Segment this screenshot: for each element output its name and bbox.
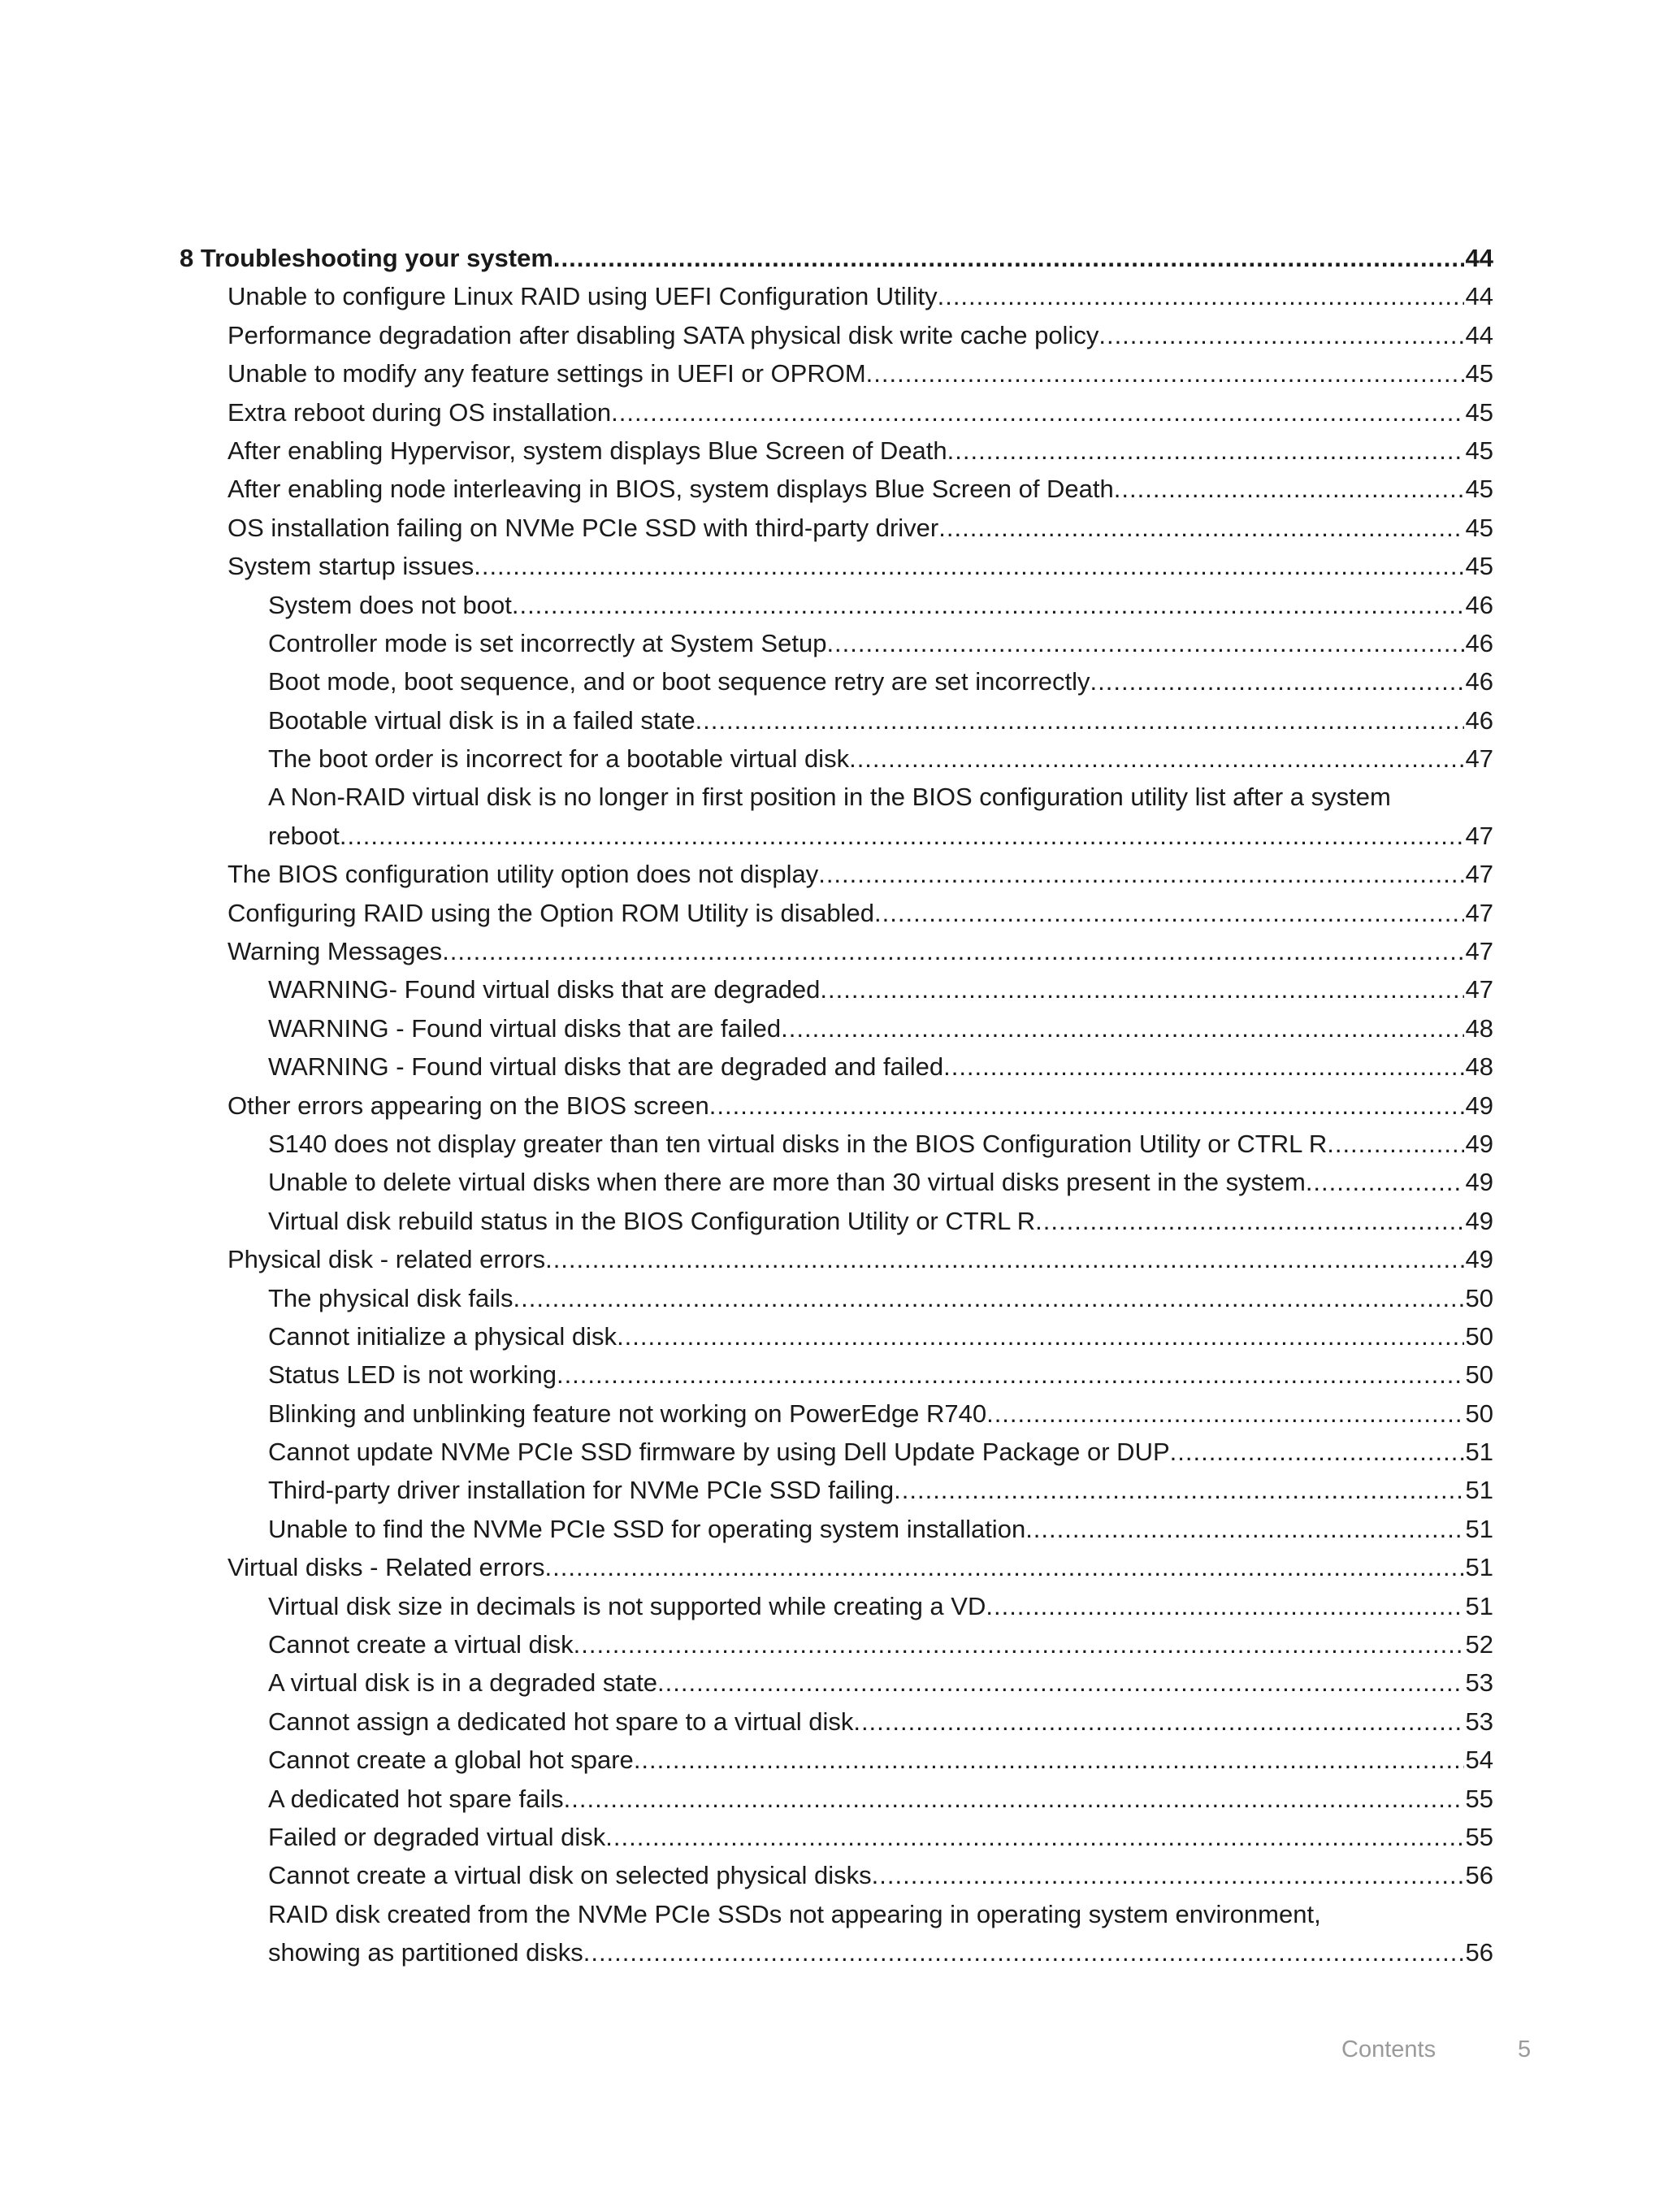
footer-page-number: 5	[1518, 2036, 1532, 2062]
dot-leader	[709, 1086, 1464, 1125]
toc-entry-page: 53	[1465, 1707, 1493, 1736]
dot-leader	[1327, 1125, 1463, 1163]
toc-entry-title: Third-party driver installation for NVMe PCIe SSD failing	[268, 1476, 895, 1505]
dot-leader	[781, 1009, 1463, 1047]
toc-subentry[interactable]	[180, 970, 1493, 1008]
toc-entry-page: 47	[1465, 898, 1493, 927]
toc-entry-title: The boot order is incorrect for a bootable virtual disk	[268, 744, 850, 774]
toc-entry-title: Cannot create a virtual disk on selected physical disks	[268, 1861, 872, 1890]
dot-leader	[849, 740, 1463, 778]
toc-subentry[interactable]	[180, 1394, 1493, 1433]
toc-entry-title: Unable to find the NVMe PCIe SSD for operating system installation	[268, 1514, 1026, 1543]
toc-entry-title: Cannot assign a dedicated hot spare to a virtual disk	[268, 1707, 854, 1736]
toc-subentry[interactable]	[180, 1856, 1493, 1894]
toc-entry-page: 44	[1465, 243, 1493, 272]
toc-subentry[interactable]	[180, 1510, 1493, 1548]
toc-entry-page: 45	[1465, 359, 1493, 388]
toc-entry-page: 44	[1465, 320, 1493, 349]
dot-leader	[894, 1471, 1463, 1509]
toc-subentry[interactable]	[180, 1125, 1493, 1163]
toc-entry-title: Boot mode, boot sequence, and or boot sequence retry are set incorrectly	[268, 667, 1090, 696]
toc-subentry[interactable]	[180, 1163, 1493, 1201]
dot-leader	[557, 1355, 1464, 1394]
dot-leader	[514, 1279, 1464, 1317]
toc-entry[interactable]	[180, 855, 1493, 893]
dot-leader	[947, 432, 1464, 470]
dot-leader	[938, 277, 1464, 315]
toc-subentry[interactable]	[180, 1780, 1493, 1818]
dot-leader	[853, 1702, 1463, 1741]
dot-leader	[545, 1548, 1464, 1586]
toc-entry-title: The BIOS configuration utility option does not display	[228, 860, 819, 889]
toc-entry-page: 50	[1465, 1360, 1493, 1390]
dot-leader	[605, 1818, 1463, 1856]
dot-leader	[1090, 662, 1464, 700]
toc-entry-page: 49	[1465, 1091, 1493, 1120]
toc-entry[interactable]	[180, 316, 1493, 354]
dot-leader	[1114, 470, 1464, 508]
toc-entry-page: 47	[1465, 975, 1493, 1004]
toc-entry-title: Extra reboot during OS installation	[228, 397, 612, 427]
toc-subentry[interactable]	[180, 624, 1493, 662]
toc-entry-page: 46	[1465, 705, 1493, 735]
toc-subentry[interactable]	[180, 1818, 1493, 1856]
toc-entry-title: WARNING - Found virtual disks that are failed	[268, 1013, 782, 1043]
toc-entry-page: 47	[1465, 744, 1493, 774]
toc-subentry[interactable]	[180, 1587, 1493, 1625]
toc-entry-title: Unable to configure Linux RAID using UEFI Configuration Utility	[228, 282, 938, 311]
toc-entry[interactable]	[180, 354, 1493, 393]
toc-subentry[interactable]	[180, 662, 1493, 700]
toc-entry[interactable]	[180, 1086, 1493, 1125]
toc-entry-page: 51	[1465, 1438, 1493, 1467]
toc-entry-title: Bootable virtual disk is in a failed state	[268, 705, 696, 735]
toc-entry[interactable]	[180, 509, 1493, 547]
dot-leader	[872, 1856, 1464, 1894]
toc-entry-page: 51	[1465, 1553, 1493, 1582]
toc-subentry[interactable]	[180, 740, 1493, 778]
toc-entry-page: 45	[1465, 513, 1493, 542]
toc-entry-title: Cannot create a global hot spare	[268, 1746, 634, 1775]
toc-entry-title: Cannot update NVMe PCIe SSD firmware by using Dell Update Package or DUP	[268, 1438, 1170, 1467]
dot-leader	[866, 354, 1464, 393]
toc-subentry-first-line[interactable]: A Non-RAID virtual disk is no longer in first position in the BIOS configuration utility list after a system	[268, 783, 1391, 812]
toc-entry-page: 55	[1465, 1784, 1493, 1813]
toc-subentry[interactable]	[180, 1472, 1493, 1510]
toc-entry-page: 52	[1465, 1630, 1493, 1659]
toc-entry-page: 50	[1465, 1399, 1493, 1428]
dot-leader	[986, 1587, 1463, 1625]
toc-subentry-first-line[interactable]: RAID disk created from the NVMe PCIe SSDs not appearing in operating system environment,	[268, 1899, 1321, 1928]
toc-entry[interactable]	[180, 932, 1493, 970]
dot-leader	[442, 932, 1463, 970]
toc-entry-title: Virtual disk rebuild status in the BIOS Configuration Utility or CTRL R	[268, 1206, 1036, 1235]
toc-entry[interactable]	[180, 470, 1493, 508]
dot-leader	[545, 1240, 1463, 1278]
dot-leader	[553, 239, 1464, 277]
toc-entry-title: Physical disk - related errors	[228, 1245, 546, 1274]
toc-entry[interactable]	[180, 547, 1493, 585]
page-footer	[0, 2036, 1664, 2069]
dot-leader	[617, 1317, 1463, 1355]
toc-entry-title: The physical disk fails	[268, 1283, 514, 1312]
dot-leader	[874, 894, 1464, 932]
toc-entry-title: A virtual disk is in a degraded state	[268, 1668, 658, 1698]
toc-entry-title: Cannot initialize a physical disk	[268, 1321, 618, 1351]
toc-entry-title: Blinking and unblinking feature not working on PowerEdge R740	[268, 1399, 987, 1428]
dot-leader	[820, 970, 1463, 1008]
toc-entry-page: 53	[1465, 1668, 1493, 1698]
dot-leader	[583, 1933, 1464, 1971]
toc-entry-title: Warning Messages	[228, 937, 443, 966]
dot-leader	[986, 1394, 1463, 1433]
toc-subentry[interactable]	[180, 1009, 1493, 1047]
toc-subentry[interactable]	[180, 1702, 1493, 1741]
toc-entry[interactable]	[180, 1240, 1493, 1278]
table-of-contents	[180, 239, 1493, 1972]
toc-entry-page: 49	[1465, 1206, 1493, 1235]
toc-subentry[interactable]	[180, 1355, 1493, 1394]
toc-entry-page: 46	[1465, 628, 1493, 657]
toc-entry-title: Performance degradation after disabling SATA physical disk write cache policy	[228, 320, 1099, 349]
toc-subentry[interactable]	[180, 1933, 1493, 1971]
toc-entry-title: Virtual disk size in decimals is not supported while creating a VD	[268, 1591, 986, 1620]
toc-subentry[interactable]	[180, 1202, 1493, 1240]
toc-entry[interactable]	[180, 894, 1493, 932]
toc-entry-title: Cannot create a virtual disk	[268, 1630, 574, 1659]
dot-leader	[611, 393, 1463, 432]
toc-entry-page: 47	[1465, 937, 1493, 966]
toc-entry-title: S140 does not display greater than ten virtual disks in the BIOS Configuration Utility or CTRL R	[268, 1129, 1328, 1158]
toc-entry-title: 8 Troubleshooting your system	[180, 243, 553, 272]
toc-entry-page: 49	[1465, 1245, 1493, 1274]
dot-leader	[1035, 1202, 1463, 1240]
toc-entry-page: 56	[1465, 1861, 1493, 1890]
footer-section-label: Contents	[1341, 2036, 1436, 2062]
toc-entry-page: 51	[1465, 1476, 1493, 1505]
toc-entry-page: 49	[1465, 1168, 1493, 1197]
toc-entry[interactable]	[180, 432, 1493, 470]
toc-entry-title: WARNING- Found virtual disks that are degraded	[268, 975, 821, 1004]
toc-subentry[interactable]	[180, 1279, 1493, 1317]
toc-entry-title: A dedicated hot spare fails	[268, 1784, 564, 1813]
toc-entry-title: Failed or degraded virtual disk	[268, 1823, 606, 1851]
toc-entry-title: Configuring RAID using the Option ROM Utility is disabled	[228, 898, 875, 927]
dot-leader	[574, 1625, 1464, 1663]
toc-entry-page: 55	[1465, 1823, 1493, 1851]
toc-entry-page: 56	[1465, 1938, 1493, 1967]
toc-entry-title: Controller mode is set incorrectly at System Setup	[268, 628, 827, 657]
toc-entry-title: WARNING - Found virtual disks that are degraded and failed	[268, 1052, 944, 1082]
toc-entry-page: 46	[1465, 590, 1493, 619]
toc-subentry[interactable]	[180, 1741, 1493, 1779]
toc-subentry[interactable]	[180, 701, 1493, 740]
dot-leader	[1025, 1510, 1463, 1548]
toc-entry-title: OS installation failing on NVMe PCIe SSD with third-party driver	[228, 513, 939, 542]
toc-entry-page: 45	[1465, 475, 1493, 504]
toc-entry-page: 51	[1465, 1514, 1493, 1543]
toc-entry-title: After enabling node interleaving in BIOS, system displays Blue Screen of Death	[228, 475, 1114, 504]
dot-leader	[634, 1741, 1464, 1779]
toc-entry-title: System startup issues	[228, 552, 474, 581]
toc-subentry[interactable]	[180, 1663, 1493, 1702]
toc-entry-page: 45	[1465, 552, 1493, 581]
toc-entry-title: Virtual disks - Related errors	[228, 1553, 545, 1582]
dot-leader	[696, 701, 1464, 740]
dot-leader	[1170, 1433, 1464, 1471]
toc-entry-page: 45	[1465, 397, 1493, 427]
toc-entry[interactable]	[180, 393, 1493, 432]
toc-entry-page: 50	[1465, 1321, 1493, 1351]
toc-entry-page: 47	[1465, 821, 1493, 850]
toc-entry-page: 54	[1465, 1746, 1493, 1775]
toc-entry[interactable]	[180, 277, 1493, 315]
dot-leader	[564, 1780, 1464, 1818]
toc-entry-page: 44	[1465, 282, 1493, 311]
toc-subentry[interactable]	[180, 1047, 1493, 1086]
dot-leader	[943, 1047, 1463, 1086]
dot-leader	[826, 624, 1463, 662]
toc-subentry[interactable]	[180, 1625, 1493, 1663]
toc-entry-title: After enabling Hypervisor, system displays Blue Screen of Death	[228, 436, 947, 465]
toc-entry-page: 49	[1465, 1129, 1493, 1158]
toc-entry-page: 47	[1465, 860, 1493, 889]
toc-entry-page: 50	[1465, 1283, 1493, 1312]
toc-entry-page: 48	[1465, 1052, 1493, 1082]
toc-entry-title: Unable to delete virtual disks when there are more than 30 virtual disks present in the system	[268, 1168, 1306, 1197]
toc-subentry[interactable]	[180, 1433, 1493, 1471]
toc-entry-page: 51	[1465, 1591, 1493, 1620]
toc-entry-page: 46	[1465, 667, 1493, 696]
dot-leader	[818, 855, 1463, 893]
dot-leader	[474, 547, 1463, 585]
dot-leader	[340, 817, 1464, 855]
toc-subentry[interactable]	[180, 817, 1493, 855]
dot-leader	[657, 1663, 1463, 1702]
toc-entry-title: Status LED is not working	[268, 1360, 557, 1390]
toc-entry-title: showing as partitioned disks	[268, 1938, 583, 1967]
dot-leader	[1098, 316, 1463, 354]
toc-entry[interactable]	[180, 1548, 1493, 1586]
toc-subentry[interactable]	[180, 586, 1493, 624]
toc-entry-page: 48	[1465, 1013, 1493, 1043]
toc-entry-title: reboot	[268, 821, 340, 850]
toc-entry-title: System does not boot	[268, 590, 512, 619]
toc-subentry[interactable]	[180, 1317, 1493, 1355]
toc-entry-title: Unable to modify any feature settings in UEFI or OPROM	[228, 359, 866, 388]
toc-chapter-entry[interactable]	[180, 239, 1493, 277]
dot-leader	[1306, 1163, 1464, 1201]
dot-leader	[512, 586, 1464, 624]
toc-entry-title: Other errors appearing on the BIOS screen	[228, 1091, 709, 1120]
toc-entry-page: 45	[1465, 436, 1493, 465]
dot-leader	[938, 509, 1463, 547]
